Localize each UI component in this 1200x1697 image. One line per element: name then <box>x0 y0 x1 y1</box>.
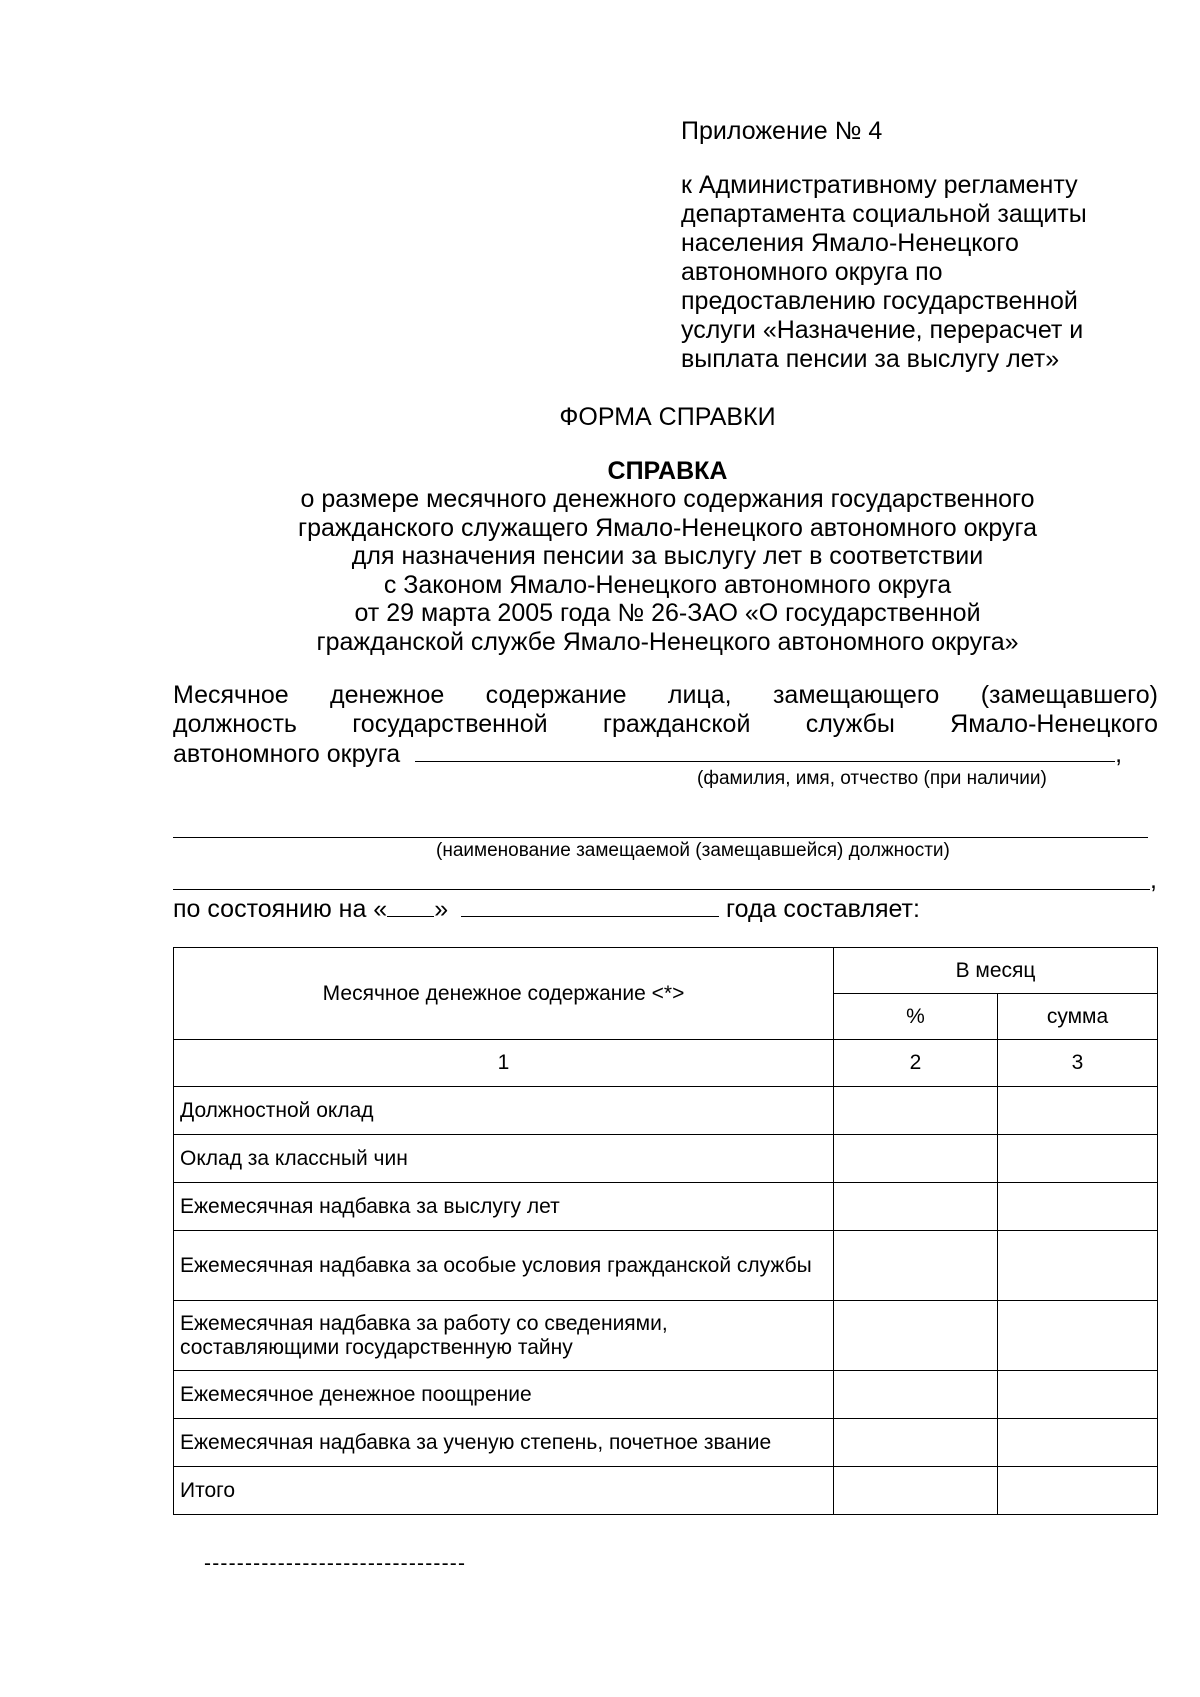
header-sum: сумма <box>998 994 1158 1040</box>
header-percent: % <box>834 994 998 1040</box>
body-word: должность <box>173 710 297 738</box>
table-row <box>174 1087 1158 1135</box>
percent-cell[interactable] <box>834 1087 998 1135</box>
sum-cell[interactable] <box>998 1087 1158 1135</box>
table-row <box>174 1135 1158 1183</box>
body-word: Ямало-Ненецкого <box>950 710 1158 738</box>
fio-caption: (фамилия, имя, отчество (при наличии) <box>697 768 1047 789</box>
col-number: 1 <box>174 1040 834 1087</box>
percent-cell[interactable] <box>834 1371 998 1419</box>
appendix-line: автономного округа по <box>681 258 943 286</box>
percent-cell[interactable] <box>834 1419 998 1467</box>
table-row <box>174 1301 1158 1371</box>
percent-cell[interactable] <box>834 1135 998 1183</box>
post-caption: (наименование замещаемой (замещавшейся) должности) <box>436 840 950 861</box>
subtitle-line: с Законом Ямало-Ненецкого автономного округа <box>383 570 952 599</box>
table-row-total <box>174 1467 1158 1515</box>
body-word: службы <box>805 710 895 738</box>
subtitle-line: гражданской службе Ямало-Ненецкого автономного округа» <box>316 627 1019 656</box>
subtitle-line: гражданского служащего Ямало-Ненецкого автономного округа <box>297 513 1038 542</box>
sum-cell[interactable] <box>998 1467 1158 1515</box>
col-number: 3 <box>998 1040 1158 1087</box>
row-label: Итого <box>174 1467 834 1515</box>
subtitle-line: для назначения пенсии за выслугу лет в соответствии <box>351 542 984 571</box>
body-word: содержание <box>485 681 627 709</box>
appendix-line: департамента социальной защиты <box>681 200 1087 228</box>
appendix-line: услуги «Назначение, перерасчет и <box>681 316 1084 344</box>
body-word: денежное <box>330 681 445 709</box>
table-header-row <box>174 948 1158 994</box>
body-word: государственной <box>352 710 548 738</box>
as-of-suffix: года составляет: <box>719 895 920 923</box>
post-blank-field-2[interactable] <box>173 889 1150 890</box>
sum-cell[interactable] <box>998 1183 1158 1231</box>
as-of-prefix: по состоянию на « <box>173 895 388 923</box>
as-of-line <box>173 894 920 924</box>
table-row <box>174 1183 1158 1231</box>
sum-cell[interactable] <box>998 1231 1158 1301</box>
body-line-2 <box>173 710 1158 739</box>
column-number-row <box>174 1040 1158 1087</box>
row-label: Должностной оклад <box>174 1087 834 1135</box>
day-blank-field[interactable] <box>387 894 434 917</box>
percent-cell[interactable] <box>834 1183 998 1231</box>
body-text: автономного округа <box>173 740 401 768</box>
sum-cell[interactable] <box>998 1371 1158 1419</box>
row-label: Оклад за классный чин <box>174 1135 834 1183</box>
document-subtitle <box>0 485 1200 657</box>
month-year-blank-field[interactable] <box>461 894 719 917</box>
row-label: Ежемесячная надбавка за особые условия гражданской службы <box>174 1231 834 1301</box>
row-label: Ежемесячная надбавка за выслугу лет <box>174 1183 834 1231</box>
row-label: Ежемесячная надбавка за работу со сведениями, составляющими государственную тайну <box>174 1301 834 1371</box>
appendix-line: выплата пенсии за выслугу лет» <box>681 345 1060 373</box>
header-main: Месячное денежное содержание <*> <box>174 948 834 1040</box>
salary-table <box>173 947 1158 1515</box>
sum-cell[interactable] <box>998 1135 1158 1183</box>
body-line-3 <box>173 739 1158 769</box>
appendix-line: населения Ямало-Ненецкого <box>681 229 1019 257</box>
row-label: Ежемесячное денежное поощрение <box>174 1371 834 1419</box>
body-word: лица, <box>667 681 732 709</box>
document-title: СПРАВКА <box>607 457 728 485</box>
body-word: Месячное <box>173 681 289 709</box>
comma: , <box>1150 866 1157 894</box>
table-row <box>174 1371 1158 1419</box>
appendix-reference <box>681 171 1151 374</box>
col-number: 2 <box>834 1040 998 1087</box>
sum-cell[interactable] <box>998 1301 1158 1371</box>
header-month: В месяц <box>834 948 1158 994</box>
form-label: ФОРМА СПРАВКИ <box>559 403 776 431</box>
percent-cell[interactable] <box>834 1301 998 1371</box>
sum-cell[interactable] <box>998 1419 1158 1467</box>
percent-cell[interactable] <box>834 1231 998 1301</box>
subtitle-line: о размере месячного денежного содержания государственного <box>300 485 1035 513</box>
post-blank-field[interactable] <box>173 837 1148 838</box>
appendix-line: предоставлению государственной <box>681 287 1078 315</box>
percent-cell[interactable] <box>834 1467 998 1515</box>
row-label: Ежемесячная надбавка за ученую степень, почетное звание <box>174 1419 834 1467</box>
table-row <box>174 1419 1158 1467</box>
body-word: замещающего <box>772 681 940 709</box>
body-word: (замещавшего) <box>980 681 1158 709</box>
body-line-1 <box>173 681 1158 710</box>
comma: , <box>1115 740 1123 768</box>
body-word: гражданской <box>602 710 751 738</box>
fio-blank-field[interactable] <box>415 739 1115 762</box>
subtitle-line: от 29 марта 2005 года № 26-ЗАО «О государственной <box>354 599 981 628</box>
footnote-separator: -------------------------------- <box>204 1552 467 1575</box>
as-of-mid: » <box>434 895 449 923</box>
table-row <box>174 1231 1158 1301</box>
appendix-line: к Административному регламенту <box>681 171 1078 199</box>
appendix-number: Приложение № 4 <box>681 117 883 145</box>
